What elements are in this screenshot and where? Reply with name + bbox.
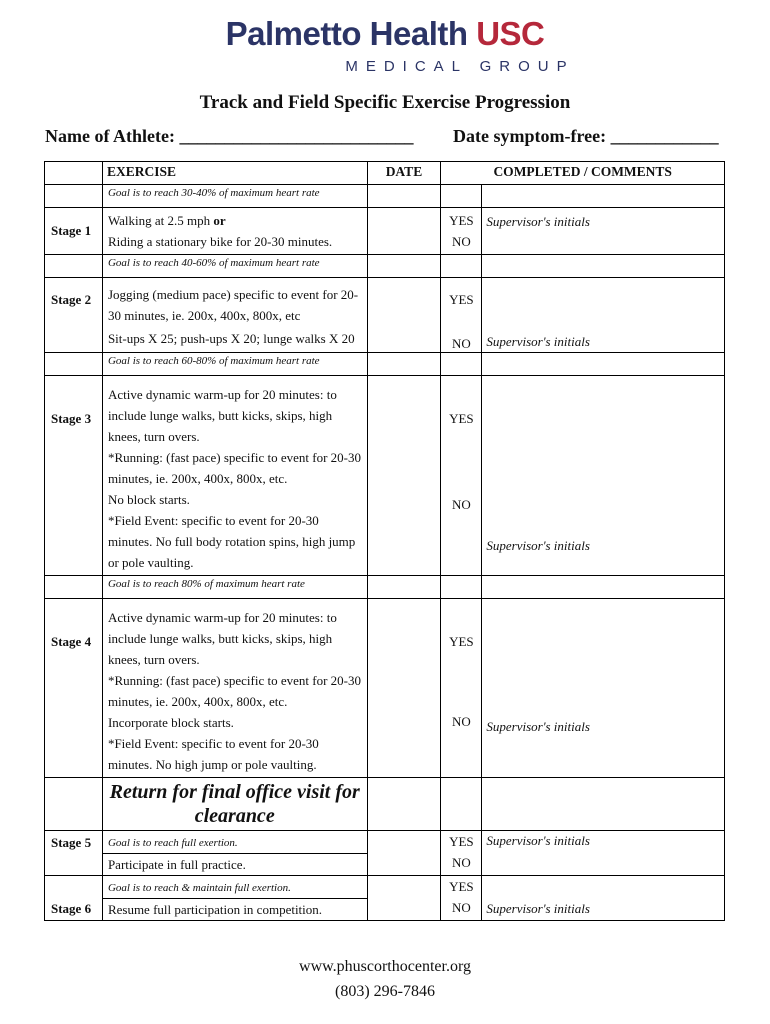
stage-row (45, 208, 725, 255)
exercise-cell (102, 208, 367, 255)
supervisor-initials: Supervisor's initials (486, 214, 590, 229)
yes-no-cell[interactable] (441, 376, 482, 576)
stage-row (45, 278, 725, 353)
header-date: DATE (367, 162, 441, 185)
yes-no-cell[interactable] (441, 599, 482, 778)
stage-row (45, 831, 725, 876)
goal-text: Goal is to reach 30-40% of maximum heart rate (102, 185, 367, 208)
page-title: Track and Field Specific Exercise Progression (199, 92, 571, 113)
exercise-line: Jogging (medium pace) specific to event for 20-30 minutes, ie. 200x, 400x, 800x, etc (107, 287, 359, 323)
exercise-line: No block starts. (107, 492, 190, 507)
logo-subtitle: MEDICAL GROUP (345, 58, 575, 75)
exercise-line (108, 210, 363, 231)
exercise-line: Resume full participation in competition. (107, 902, 323, 917)
return-visit-row (45, 778, 725, 831)
goal-text: Goal is to reach full exertion. (103, 831, 367, 854)
date-cell[interactable] (367, 208, 441, 255)
header-empty (45, 162, 103, 185)
header-row (45, 162, 725, 185)
date-cell[interactable] (367, 278, 441, 353)
exercise-line: Riding a stationary bike for 20-30 minutes. (107, 234, 333, 249)
footer-phone: (803) 296-7846 (335, 983, 435, 1000)
yes-option[interactable]: YES (449, 292, 474, 307)
exercise-cell (102, 876, 367, 921)
exercise-or: or (213, 213, 226, 228)
date-symptom-free-label: Date symptom-free: ____________ (453, 126, 719, 146)
exercise-line: *Running: (fast pace) specific to event for 20-30 minutes, ie. 200x, 400x, 800x, etc. (107, 673, 361, 709)
yes-no-cell[interactable] (441, 278, 482, 353)
exercise-line: Participate in full practice. (107, 857, 246, 872)
goal-text: Goal is to reach 80% of maximum heart rate (102, 576, 367, 599)
no-option[interactable]: NO (451, 900, 471, 915)
exercise-line: Sit-ups X 25; push-ups X 20; lunge walks X 20 (107, 331, 355, 346)
comment-cell[interactable] (482, 278, 725, 353)
goal-text: Goal is to reach & maintain full exertion. (103, 876, 367, 899)
stage-label: Stage 5 (45, 831, 103, 876)
exercise-line: *Field Event: specific to event for 20-30 minutes. No full body rotation spins, high jump or pole vaulting. (107, 513, 356, 570)
stage-label: Stage 3 (45, 376, 103, 576)
progression-table (44, 161, 725, 921)
exercise-cell (102, 599, 367, 778)
supervisor-initials: Supervisor's initials (486, 901, 590, 916)
date-cell[interactable] (367, 599, 441, 778)
header-exercise: EXERCISE (102, 162, 367, 185)
supervisor-initials: Supervisor's initials (486, 833, 590, 848)
goal-row (45, 576, 725, 599)
logo-wordmark (0, 14, 770, 54)
goal-row (45, 255, 725, 278)
supervisor-initials: Supervisor's initials (486, 334, 590, 349)
exercise-text: Walking at 2.5 mph (107, 213, 214, 228)
yes-option[interactable]: YES (449, 411, 474, 426)
date-cell[interactable] (367, 876, 441, 921)
yes-option[interactable]: YES (449, 213, 474, 228)
no-option[interactable]: NO (451, 497, 471, 512)
date-cell[interactable] (367, 831, 441, 876)
no-option[interactable]: NO (451, 234, 471, 249)
athlete-name-label: Name of Athlete: __________________________ (45, 126, 414, 146)
comment-cell[interactable] (482, 599, 725, 778)
date-cell[interactable] (367, 778, 441, 831)
goal-text: Goal is to reach 60-80% of maximum heart rate (102, 353, 367, 376)
yes-option[interactable]: YES (449, 834, 474, 849)
yes-no-cell[interactable] (441, 876, 482, 921)
header-completed: COMPLETED / COMMENTS (441, 162, 725, 185)
stage-label: Stage 2 (45, 278, 103, 353)
exercise-line: *Running: (fast pace) specific to event for 20-30 minutes, ie. 200x, 400x, 800x, etc. (107, 450, 361, 486)
return-visit-note: Return for final office visit for clearance (102, 778, 367, 831)
comment-cell[interactable] (482, 876, 725, 921)
exercise-line: *Field Event: specific to event for 20-30 minutes. No high jump or pole vaulting. (107, 736, 319, 772)
no-option[interactable]: NO (451, 336, 471, 351)
stage-label: Stage 6 (45, 876, 103, 921)
yes-no-cell[interactable] (441, 831, 482, 876)
yes-no-cell[interactable] (441, 208, 482, 255)
goal-row (45, 353, 725, 376)
logo (0, 14, 770, 75)
no-option[interactable]: NO (451, 855, 471, 870)
logo-name-main: Palmetto Health (225, 15, 477, 52)
stage-row (45, 599, 725, 778)
comment-cell[interactable] (482, 376, 725, 576)
footer-website[interactable]: www.phuscorthocenter.org (299, 958, 471, 975)
comment-cell[interactable] (482, 831, 725, 876)
logo-name-accent: USC (476, 15, 545, 52)
goal-text: Goal is to reach 40-60% of maximum heart rate (102, 255, 367, 278)
exercise-line: Active dynamic warm-up for 20 minutes: to include lunge walks, butt kicks, skips, high knees, turn overs. (107, 387, 337, 444)
comment-cell[interactable] (482, 208, 725, 255)
date-cell[interactable] (367, 376, 441, 576)
stage-label: Stage 4 (45, 599, 103, 778)
exercise-cell (102, 831, 367, 876)
supervisor-initials: Supervisor's initials (486, 538, 590, 553)
exercise-cell (102, 376, 367, 576)
exercise-line: Active dynamic warm-up for 20 minutes: to include lunge walks, butt kicks, skips, high knees, turn overs. (107, 610, 337, 667)
yes-option[interactable]: YES (449, 879, 474, 894)
no-option[interactable]: NO (451, 714, 471, 729)
exercise-cell (102, 278, 367, 353)
yes-option[interactable]: YES (449, 634, 474, 649)
exercise-line: Incorporate block starts. (107, 715, 234, 730)
stage-row (45, 376, 725, 576)
supervisor-initials: Supervisor's initials (486, 719, 590, 734)
goal-row (45, 185, 725, 208)
stage-label: Stage 1 (45, 208, 103, 255)
stage-row (45, 876, 725, 921)
